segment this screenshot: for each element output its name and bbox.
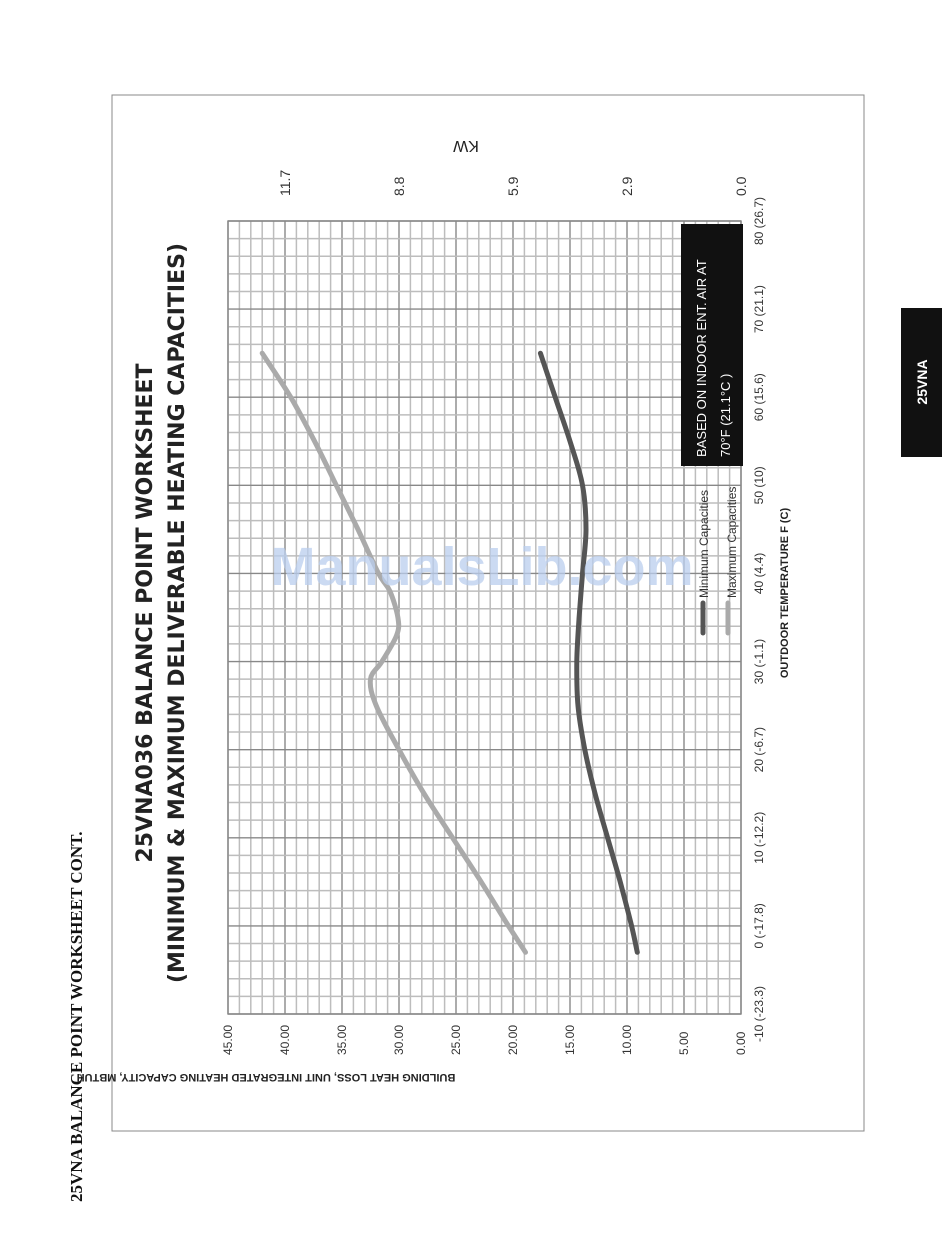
legend-min-label: Minimum Capacities (697, 489, 711, 598)
chart-title-line1: 25VNA036 BALANCE POINT WORKSHEET (133, 363, 158, 863)
side-heading: 25VNA BALANCE POINT WORKSHEET CONT. (67, 831, 86, 1202)
y-tick-label: 45.00 (221, 1024, 235, 1055)
kw-tick-label: 0.0 (733, 176, 749, 196)
chart-title-line2: (MINIMUM & MAXIMUM DELIVERABLE HEATING CAPACITIES) (165, 242, 190, 984)
legend-max-label: Maximum Capacities (725, 486, 739, 598)
kw-tick-label: 2.9 (619, 176, 635, 196)
plot-border (228, 221, 741, 1014)
kw-tick-label: 8.8 (391, 176, 407, 196)
x-tick-label: 0 (-17.8) (752, 903, 766, 949)
annotation-line1: BASED ON INDOOR ENT. AIR AT (694, 259, 709, 457)
x-axis-label: OUTDOOR TEMPERATURE F (C) (779, 507, 791, 679)
kw-axis-label: KW (453, 137, 479, 154)
series-maximum-line (262, 353, 525, 952)
y-tick-label: 20.00 (506, 1024, 520, 1055)
kw-tick-label: 11.7 (277, 169, 293, 196)
x-tick-label: 60 (15.6) (752, 373, 766, 422)
y-tick-label: 0.00 (734, 1031, 748, 1055)
x-tick-label: 20 (-6.7) (752, 726, 766, 773)
section-tab-label: 25VNA (914, 359, 930, 405)
annotation-line2: 70°F (21.1°C ) (718, 373, 733, 457)
y-tick-label: 5.00 (677, 1031, 691, 1055)
x-tick-label: -10 (-23.3) (752, 985, 766, 1043)
watermark: ManualsLib.com (270, 537, 694, 597)
kw-tick-label: 5.9 (505, 176, 521, 196)
chart-frame (112, 95, 864, 1131)
x-tick-label: 70 (21.1) (752, 285, 766, 334)
x-tick-label: 80 (26.7) (752, 196, 766, 246)
x-ticks (752, 197, 766, 1042)
y-tick-label: 40.00 (278, 1024, 292, 1055)
grid (228, 221, 741, 1014)
y-tick-label: 35.00 (335, 1024, 349, 1055)
kw-ticks (277, 170, 749, 196)
x-tick-label: 10 (-12.2) (752, 811, 766, 864)
y-axis-label: BUILDING HEAT LOSS, UNIT INTEGRATED HEATING CAPACITY, MBTUH (76, 1071, 456, 1083)
y-tick-label: 25.00 (449, 1024, 463, 1055)
x-tick-label: 40 (4.4) (752, 552, 766, 595)
y-ticks (221, 1025, 748, 1055)
x-tick-label: 50 (10) (752, 466, 766, 505)
annotation-box (681, 224, 743, 466)
y-tick-label: 15.00 (563, 1024, 577, 1055)
y-tick-label: 30.00 (392, 1024, 406, 1055)
y-tick-label: 10.00 (620, 1024, 634, 1055)
x-tick-label: 30 (-1.1) (752, 638, 766, 685)
series-minimum-line (540, 353, 637, 952)
